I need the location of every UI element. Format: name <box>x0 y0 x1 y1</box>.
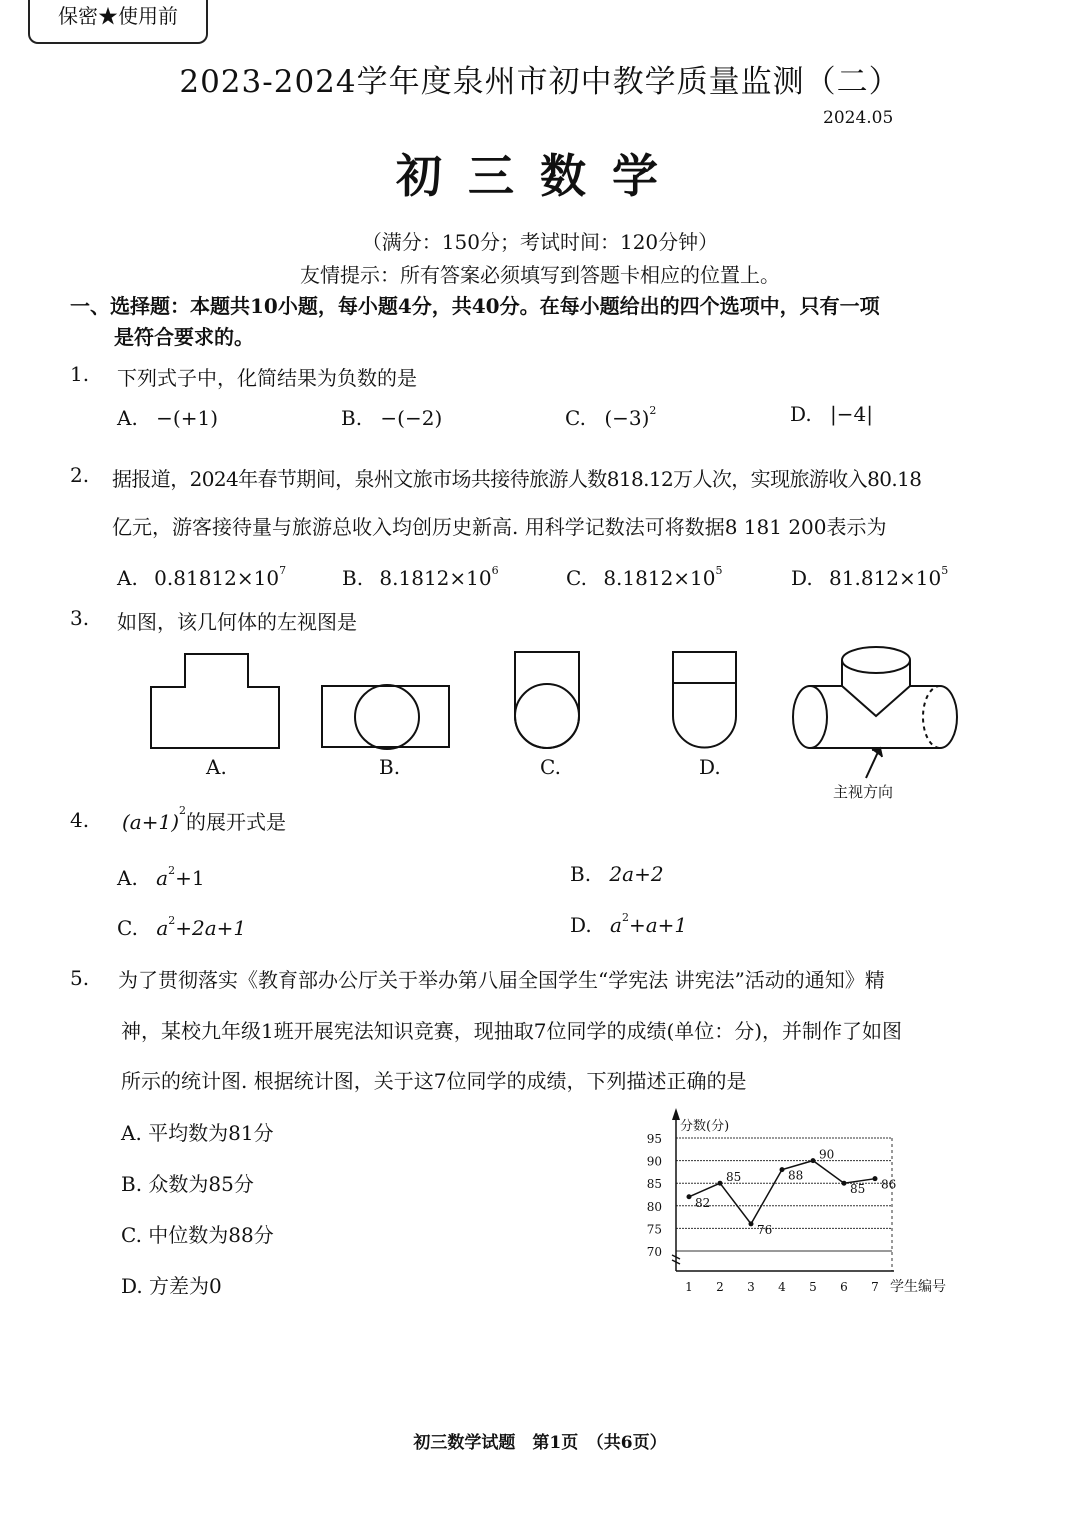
q4-a-post: +1 <box>175 866 205 890</box>
q3-solid <box>793 647 957 748</box>
q2-line2: 亿元，游客接待量与旅游总收入均创历史新高. 用科学记数法可将数据8 181 200表示为 <box>112 515 887 539</box>
chart-x-label: 学生编号 <box>890 1279 946 1295</box>
q3-shape-d <box>673 652 736 748</box>
q2-d-exp: 5 <box>941 564 949 577</box>
q5-line1: 为了贯彻落实《教育部办公厅关于举办第八届全国学生“学宪法 讲宪法”活动的通知》精 <box>118 968 885 992</box>
chart-x-tick: 6 <box>840 1280 848 1294</box>
chart-x-tick: 2 <box>716 1280 724 1294</box>
chart-y-tick: 95 <box>646 1132 662 1146</box>
chart-x-tick: 4 <box>778 1280 786 1294</box>
chart-point <box>718 1181 723 1186</box>
q5-option-c: C. 中位数为88分 <box>121 1223 274 1247</box>
q2-b-text: 8.1812×10 <box>379 566 492 590</box>
q4-stem-base: (a+1) <box>122 810 180 834</box>
q4-c-pre: a <box>156 916 169 940</box>
q2-b-label: B. <box>342 566 364 590</box>
q4-b-text: 2a+2 <box>609 862 664 886</box>
subject-title: 初三数学 <box>396 149 684 203</box>
q3-shape-c <box>515 652 579 748</box>
q4-number: 4. <box>70 808 90 832</box>
q2-a-text: 0.81812×10 <box>154 566 280 590</box>
q4-d-post: +a+1 <box>628 913 688 937</box>
chart-y-axis-arrow <box>672 1108 680 1120</box>
q5-line2: 神，某校九年级1班开展宪法知识竞赛，现抽取7位同学的成绩(单位：分)，并制作了如图 <box>121 1019 903 1043</box>
q1-number: 1. <box>70 362 90 386</box>
confidential-stamp: 保密★使用前 <box>28 0 208 44</box>
q4-b-label: B. <box>570 862 592 886</box>
q3-shape-c-circle <box>515 684 579 748</box>
q4-c-label: C. <box>117 916 138 940</box>
chart-point <box>780 1167 785 1172</box>
q1-c-text: (−3) <box>604 406 650 430</box>
chart-point-label: 90 <box>819 1147 835 1162</box>
chart-y-tick: 80 <box>646 1199 662 1214</box>
page-footer: 初三数学试题 第1页 （共6页） <box>413 1433 667 1453</box>
q4-option-b <box>570 862 664 886</box>
q2-d-text: 81.812×10 <box>829 566 942 590</box>
q4-option-c <box>117 916 246 940</box>
q2-a-label: A. <box>117 566 138 590</box>
q2-d-label: D. <box>791 566 813 590</box>
q3-label-a: A. <box>206 755 227 779</box>
chart-y-label: 分数(分) <box>680 1119 730 1134</box>
q2-b-exp: 6 <box>491 564 499 577</box>
q3-view-direction: 主视方向 <box>833 783 894 801</box>
section-1-heading: 一、选择题：本题共10小题，每小题4分，共40分。在每小题给出的四个选项中，只有一项 <box>70 294 880 318</box>
q1-b-text: −(−2) <box>380 406 443 430</box>
q3-number: 3. <box>70 606 90 630</box>
q3-shape-b <box>322 686 449 747</box>
chart-point-label: 82 <box>695 1195 711 1210</box>
q3-label-d: D. <box>699 755 721 779</box>
q5-option-b: B. 众数为85分 <box>121 1172 254 1196</box>
q2-line1: 据报道，2024年春节期间，泉州文旅市场共接待旅游人数818.12万人次，实现旅游收入80.18 <box>112 467 922 491</box>
q1-d-label: D. <box>790 402 812 426</box>
q1-c-label: C. <box>565 406 586 430</box>
q4-c-exp: 2 <box>168 914 176 927</box>
answer-tip: 友情提示：所有答案必须填写到答题卡相应的位置上。 <box>300 263 780 287</box>
chart-point <box>687 1194 692 1199</box>
q2-c-exp: 5 <box>715 564 723 577</box>
chart-y-tick: 90 <box>646 1154 662 1169</box>
chart-x-tick: 1 <box>685 1280 693 1294</box>
chart-point <box>842 1181 847 1186</box>
q4-d-label: D. <box>570 913 592 937</box>
exam-title: 2023-2024学年度泉州市初中教学质量监测（二） <box>179 64 901 100</box>
exam-date: 2024.05 <box>823 108 894 128</box>
chart-x-tick: 3 <box>747 1280 755 1294</box>
chart-y-tick: 70 <box>646 1245 662 1259</box>
q4-stem-exp: 2 <box>179 804 187 817</box>
q4-a-exp: 2 <box>168 864 176 877</box>
q4-a-label: A. <box>117 866 138 890</box>
chart-y-tick: 75 <box>646 1222 662 1237</box>
q3-shape-a <box>151 654 279 748</box>
q4-d-pre: a <box>610 913 622 937</box>
q4-option-d <box>570 913 687 937</box>
q3-label-b: B. <box>379 755 401 779</box>
chart-point-label: 85 <box>726 1170 742 1185</box>
q5-number: 5. <box>70 966 90 990</box>
q3-view-arrow <box>866 752 878 778</box>
q1-c-exp: 2 <box>649 404 657 417</box>
q3-label-c: C. <box>540 755 561 779</box>
chart-point-label: 76 <box>757 1222 773 1237</box>
chart-point <box>749 1221 754 1226</box>
q4-d-exp: 2 <box>621 911 629 924</box>
q4-stem <box>122 806 286 835</box>
q1-d-text: |−4| <box>830 402 874 426</box>
q2-c-label: C. <box>566 566 587 590</box>
chart-point-label: 88 <box>788 1168 804 1183</box>
score-time: （满分：150分；考试时间：120分钟） <box>361 230 719 254</box>
chart-point-label: 86 <box>881 1177 897 1192</box>
chart-point-label: 85 <box>850 1182 866 1197</box>
q5-option-d: D. 方差为0 <box>121 1274 222 1298</box>
q5-option-a: A. 平均数为81分 <box>121 1121 274 1145</box>
q3-shape-b-circle <box>355 685 419 749</box>
chart-point <box>811 1158 816 1163</box>
q4-a-pre: a <box>156 866 169 890</box>
chart-point <box>873 1176 878 1181</box>
q5-line-chart <box>630 1100 970 1310</box>
q4-c-post: +2a+1 <box>175 916 247 940</box>
q4-option-a <box>117 866 205 890</box>
chart-x-tick: 5 <box>809 1280 817 1294</box>
q1-b-label: B. <box>341 406 363 430</box>
chart-x-tick: 7 <box>871 1280 879 1294</box>
q2-number: 2. <box>70 463 90 487</box>
section-1-heading-cont: 是符合要求的。 <box>114 325 254 349</box>
q1-a-text: −(+1) <box>156 406 219 430</box>
chart-y-tick: 85 <box>646 1177 662 1192</box>
q1-stem: 下列式子中，化简结果为负数的是 <box>117 366 417 390</box>
q3-stem: 如图，该几何体的左视图是 <box>117 610 357 634</box>
q1-a-label: A. <box>117 406 138 430</box>
q2-a-exp: 7 <box>279 564 287 577</box>
q2-c-text: 8.1812×10 <box>603 566 716 590</box>
q5-line3: 所示的统计图. 根据统计图，关于这7位同学的成绩，下列描述正确的是 <box>121 1069 747 1093</box>
q4-stem-tail: 的展开式是 <box>186 810 287 834</box>
